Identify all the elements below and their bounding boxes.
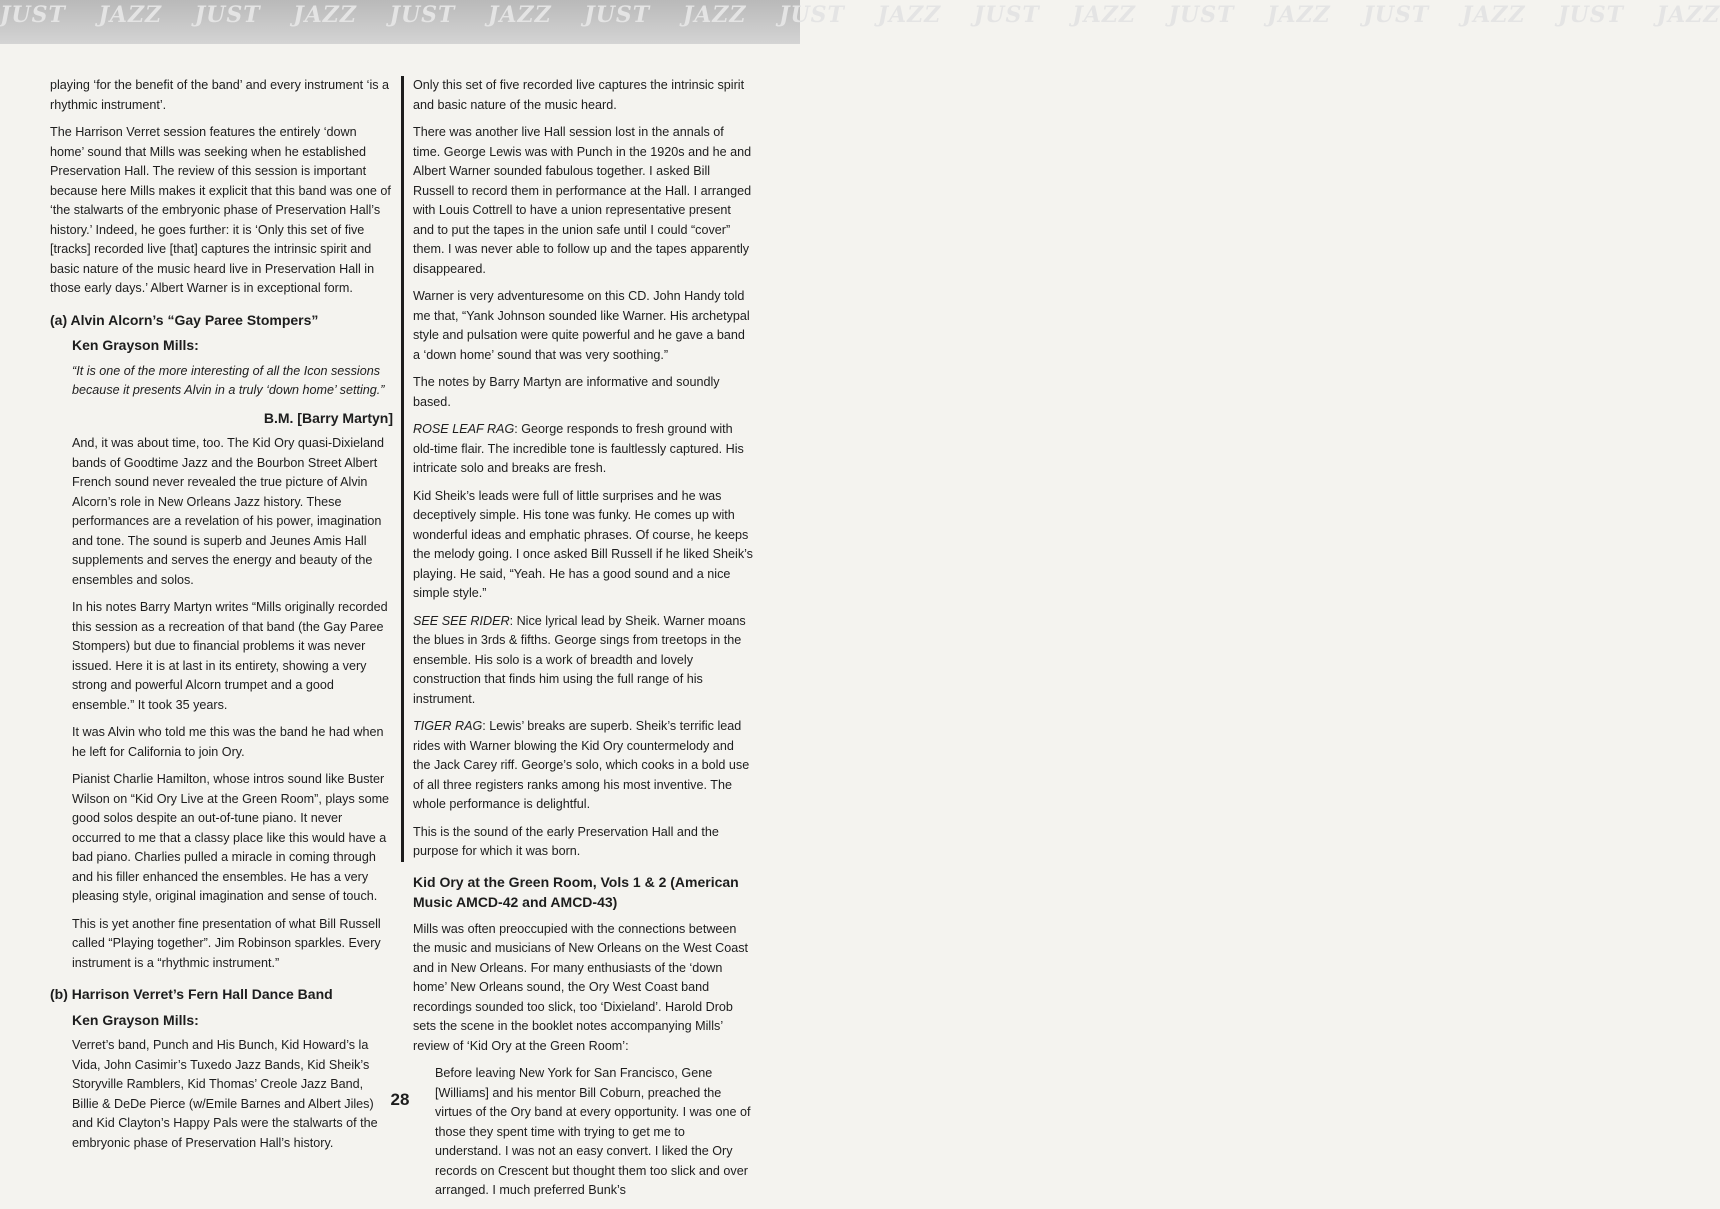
section-heading-b: (b) Harrison Verret’s Fern Hall Dance Band <box>50 986 333 1002</box>
paragraph <box>413 717 753 815</box>
paragraph: Warner is very adventuresome on this CD. John Handy told me that, “Yank Johnson sounded like Warner. His archetypal style and pulsation were quite powerful and he gave a band a ‘down home’ sound that was very soothing.” <box>413 289 750 362</box>
banner-text: JUST JAZZ JUST JAZZ JUST JAZZ JUST JAZZ JUST JAZZ JUST JAZZ JUST JAZZ JUST JAZZ JUST JAZZ <box>0 2 1720 28</box>
paragraph: playing ‘for the benefit of the band’ and every instrument ‘is a rhythmic instrument’. <box>50 78 390 112</box>
header-banner <box>0 0 1720 44</box>
tune-review: : Lewis’ breaks are superb. Sheik’s terrific lead rides with Warner blowing the Kid Ory countermelody and the Jack Carey riff. George’s solo, which cooks in a bold use of all three registers ranks among his most inventive. The whole performance is delightful. <box>413 719 750 811</box>
reviewer-name: Ken Grayson Mills: <box>72 1011 199 1028</box>
paragraph: The notes by Barry Martyn are informative and soundly based. <box>413 375 720 409</box>
paragraph: Only this set of five recorded live captures the intrinsic spirit and basic nature of the music heard. <box>413 78 745 112</box>
album-heading: Kid Ory at the Green Room, Vols 1 & 2 (American Music AMCD-42 and AMCD-43) <box>413 873 739 910</box>
paragraph: There was another live Hall session lost in the annals of time. George Lewis was with Punch in the 1920s and he and Albert Warner sounded fabulous together. I asked Bill Russell to record them in performance at the Hall. I arranged with Louis Cottrell to have a union representative present and to put the tapes in the union safe until I could “cover” them. I was never able to follow up and the tapes apparently disappeared. <box>413 125 752 276</box>
paragraph <box>413 420 753 479</box>
reviewer-name: Ken Grayson Mills: <box>72 337 199 353</box>
left-column <box>50 76 393 1161</box>
paragraph: And, it was about time, too. The Kid Ory quasi-Dixieland bands of Goodtime Jazz and the Bourbon Street Albert French sound never revealed the true picture of Alvin Alcorn’s role in New Orleans Jazz history. These performances are a revelation of his power, imagination and tone. The sound is superb and Jeunes Amis Hall supplements and serves the energy and beauty of the ensembles and solos. <box>72 436 384 587</box>
paragraph: The Harrison Verret session features the entirely ‘down home’ sound that Mills was seeking when he established Preservation Hall. The review of this session is important because here Mills makes it explicit that this band was one of ‘the stalwarts of the embryonic phase of Preservation Hall’s history.’ Indeed, he goes further: it is ‘Only this set of five [tracks] recorded live [that] captures the intrinsic spirit and basic nature of the music heard live in Preservation Hall in those early days.’ Albert Warner is in exceptional form. <box>50 125 391 295</box>
section-heading-a: (a) Alvin Alcorn’s “Gay Paree Stompers” <box>50 311 319 328</box>
tune-title: TIGER RAG <box>413 719 483 733</box>
paragraph: This is the sound of the early Preservation Hall and the purpose for which it was born. <box>413 824 719 858</box>
paragraph: It was Alvin who told me this was the band he had when he left for California to join Ory. <box>72 725 384 759</box>
paragraph: This is yet another fine presentation of what Bill Russell called “Playing together”. Jim Robinson sparkles. Every instrument is a “rhythmic instrument.” <box>72 916 381 970</box>
right-column <box>413 76 753 1209</box>
paragraph: Mills was often preoccupied with the connections between the music and musicians of New Orleans on the West Coast and in New Orleans. For many enthusiasts of the ‘down home’ New Orleans sound, the Ory West Coast band recordings sounded too slick, too ‘Dixieland’. Harold Drob sets the scene in the booklet notes accompanying Mills’ review of ‘Kid Ory at the Green Room’: <box>413 921 749 1053</box>
page-number: 28 <box>390 1090 410 1109</box>
tune-review: : George responds to fresh ground with old-time flair. The incredible tone is faultlessly captured. His intricate solo and breaks are fresh. <box>413 422 744 475</box>
paragraph <box>413 612 753 710</box>
quote-attribution: B.M. [Barry Martyn] <box>263 409 393 426</box>
tune-title: ROSE LEAF RAG <box>413 422 515 436</box>
review-quote-block <box>401 76 753 862</box>
paragraph: Kid Sheik’s leads were full of little surprises and he was deceptively simple. His tone was funky. He comes up with wonderful ideas and emphatic phrases. Of course, he keeps the melody going. I once asked Bill Russell if he liked Sheik’s playing. He said, “Yeah. He has a good sound and a nice simple style.” <box>413 488 753 600</box>
tune-title: SEE SEE RIDER <box>413 613 510 628</box>
block-quote: Before leaving New York for San Francisco, Gene [Williams] and his mentor Bill Coburn, preached the virtues of the Ory band at every opportunity. I was one of those they spent time with trying to get me to understand. I was not an easy convert. I liked the Ory records on Crescent but thought them too slick and over arranged. I much preferred Bunk’s <box>435 1066 751 1197</box>
paragraph: Verret’s band, Punch and His Bunch, Kid Howard’s la Vida, John Casimir’s Tuxedo Jazz Bands, Kid Sheik’s Storyville Ramblers, Kid Thomas’ Creole Jazz Band, Billie & DeDe Pierce (w/Emile Barnes and Albert Jiles) and Kid Clayton’s Happy Pals were the stalwarts of the embryonic phase of Preservation Hall’s history. <box>72 1038 378 1150</box>
pull-quote: “It is one of the more interesting of all the Icon sessions because it presents Alvin in a truly ‘down home’ setting.” <box>72 363 385 397</box>
paragraph: In his notes Barry Martyn writes “Mills originally recorded this session as a recreation of that band (the Gay Paree Stompers) but due to financial problems it was never issued. Here it is at last in its entirety, showing a very strong and powerful Alcorn trumpet and a good ensemble.” It took 35 years. <box>72 600 388 712</box>
paragraph: Pianist Charlie Hamilton, whose intros sound like Buster Wilson on “Kid Ory Live at the Green Room”, plays some good solos despite an out-of-tune piano. It never occurred to me that a classy place like this would have a bad piano. Charlies pulled a miracle in coming through and his filler enhanced the ensembles. He has a very pleasing style, original imagination and sense of touch. <box>72 772 390 903</box>
tune-review: : Nice lyrical lead by Sheik. Warner moans the blues in 3rds & fifths. George sings from treetops in the ensemble. His solo is a work of breadth and lovely construction that finds him using the full range of his instrument. <box>413 613 746 706</box>
